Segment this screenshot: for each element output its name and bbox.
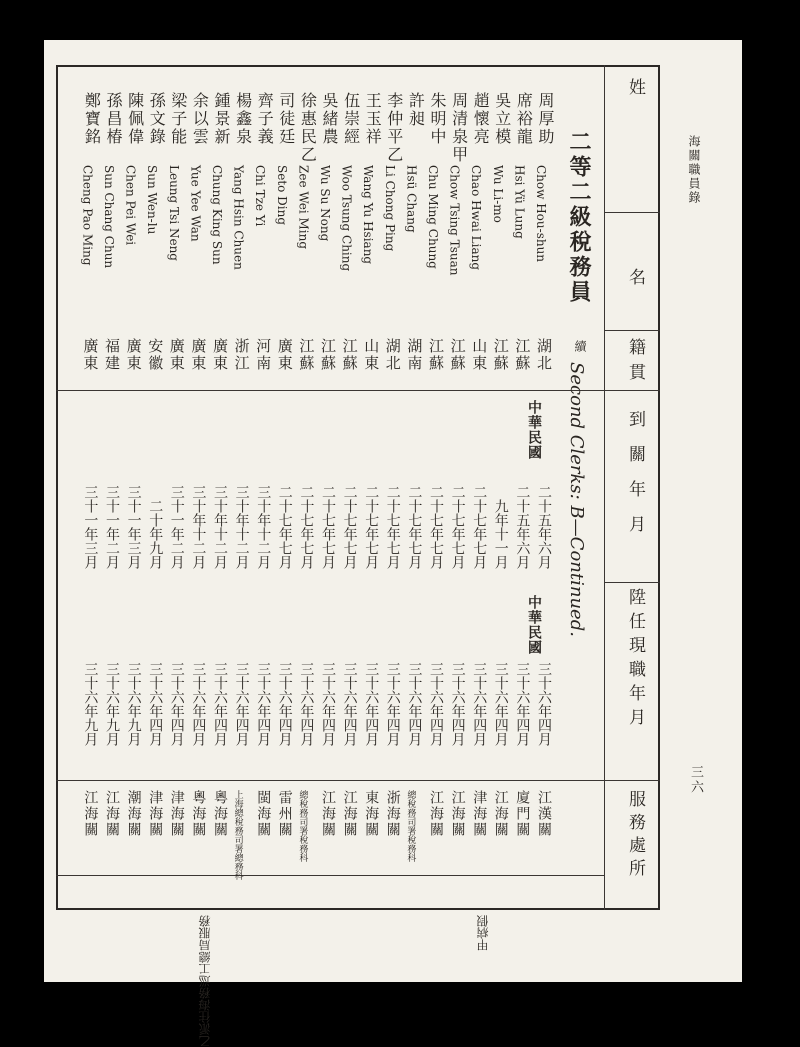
row-promotion-date: 三十六年九月 [82, 662, 99, 746]
row-arrival-date: 二十五年六月 [536, 485, 552, 569]
row-name-cn: 余以雲 [190, 92, 210, 146]
row-promotion-date: 三十六年四月 [298, 662, 315, 746]
row-name-cn: 齊子義 [255, 92, 275, 146]
row-office: 潮海關 [125, 790, 142, 838]
section-title-en: Second Clerks: B—Continued. [566, 362, 587, 637]
row-native-place: 山東 [362, 338, 381, 372]
header-arrival: 到關年月 [625, 410, 645, 550]
row-promotion-date: 三十六年四月 [276, 662, 293, 746]
row-name-en: Hsi Yü Lung [512, 165, 527, 239]
row-name-en: Chen Pei Wei [123, 165, 138, 246]
row-name-en: Yue Yee Wan [188, 165, 203, 242]
row-native-place: 浙江 [232, 338, 251, 372]
row-office: 江海關 [320, 790, 336, 838]
row-promotion-date: 三十六年四月 [320, 662, 336, 746]
row-native-place: 山東 [470, 338, 489, 372]
section-title-suffix: 續 [573, 340, 587, 354]
row-arrival-date: 二十七年七月 [449, 485, 466, 569]
row-promotion-date: 三十六年四月 [384, 662, 401, 746]
row-native-place: 廣東 [81, 338, 100, 372]
row-name-cn: 吳緒農 [320, 92, 339, 146]
row-promotion-date: 三十六年四月 [471, 662, 488, 746]
row-arrival-date: 三十一年三月 [82, 485, 99, 569]
row-name-cn: 鍾景新 [212, 92, 231, 146]
row-name-en: Sun Chang Chun [102, 165, 116, 269]
row-name-en: Li Chong Ping [382, 165, 397, 252]
row-arrival-date: 三十一年二月 [168, 485, 185, 569]
row-promotion-date: 三十六年四月 [147, 662, 164, 746]
row-name-en: Sun Wen-lu [145, 165, 160, 235]
row-promotion-date: 三十六年四月 [514, 662, 531, 746]
row-office: 總稅務司署稅務科 [405, 790, 416, 862]
row-office: 江海關 [104, 790, 120, 838]
row-office: 閩海關 [255, 790, 272, 838]
row-arrival-date: 三十一年三月 [125, 485, 142, 569]
header-native-place: 籍貫 [625, 338, 645, 388]
row-arrival-date: 二十五年六月 [514, 485, 531, 569]
row-office: 上海總稅務司署總務科 [232, 790, 243, 880]
row-name-cn: 吳立模 [492, 92, 512, 146]
row-name-cn: 孫文錄 [147, 92, 167, 146]
row-arrival-date: 三十一年二月 [104, 485, 120, 569]
row-office: 粵海關 [190, 790, 207, 838]
row-name-en: Chow Hou-shun [534, 165, 548, 263]
row-name-cn: 李仲平乙 [384, 92, 404, 164]
row-name-cn: 司徒廷 [276, 92, 296, 146]
running-header: 海關職員錄 [687, 135, 701, 205]
row-promotion-date: 三十六年四月 [449, 662, 466, 746]
promotion-era-prefix: 中華民國 [526, 595, 542, 655]
row-arrival-date: 二十年九月 [147, 499, 164, 569]
row-promotion-date: 三十六年四月 [406, 662, 423, 746]
section-title [560, 130, 596, 690]
row-name-cn: 周清泉甲 [449, 92, 469, 164]
row-promotion-date: 三十六年四月 [212, 662, 228, 746]
row-arrival-date: 二十七年七月 [341, 485, 358, 569]
row-office: 江漢關 [536, 790, 552, 838]
row-native-place: 安徽 [146, 338, 165, 372]
row-name-en: Yang Hsin Chuen [231, 165, 246, 270]
row-name-en: Seto Ding [274, 165, 289, 226]
row-arrival-date: 二十七年七月 [276, 485, 293, 569]
row-name-cn: 許昶 [406, 92, 426, 128]
row-name-en: Cheng Pao Ming [80, 165, 95, 266]
row-office: 粵海關 [212, 790, 228, 838]
section-title-cn: 二等二級稅務員 [566, 130, 592, 305]
row-promotion-date: 三十六年四月 [233, 662, 250, 746]
document-page [44, 40, 742, 1047]
row-name-en: Wang Yu Hsiang [361, 165, 376, 265]
row-name-cn: 周厚助 [536, 92, 555, 146]
row-name-cn: 孫昌椿 [104, 92, 123, 146]
footnote-seconded: 乙派往海務巡工總局服務 [198, 915, 212, 1047]
row-office: 江海關 [449, 790, 466, 838]
row-office: 總稅務司署稅務科 [297, 790, 308, 862]
row-office: 浙海關 [384, 790, 401, 838]
row-native-place: 廣東 [189, 338, 208, 372]
row-native-place: 江蘇 [491, 338, 510, 372]
row-office: 廈門關 [514, 790, 531, 838]
row-name-cn: 席裕龍 [514, 92, 534, 146]
row-arrival-date: 三十年十二月 [233, 485, 250, 569]
row-arrival-date: 二十七年七月 [471, 485, 488, 569]
row-arrival-date: 二十七年七月 [428, 485, 444, 569]
row-name-cn: 梁子能 [168, 92, 188, 146]
row-name-en: Wu Li-mo [490, 165, 505, 223]
row-native-place: 江蘇 [297, 338, 316, 372]
row-native-place: 廣東 [124, 338, 143, 372]
row-office: 津海關 [168, 790, 185, 838]
row-arrival-date: 二十七年七月 [320, 485, 336, 569]
row-name-en: Chow Tsing Tsuan [447, 165, 462, 276]
row-name-en: Chung King Sun [210, 165, 224, 265]
row-promotion-date: 三十六年四月 [492, 662, 509, 746]
row-arrival-date: 二十七年七月 [406, 485, 423, 569]
row-native-place: 江蘇 [340, 338, 359, 372]
row-name-en: Wu Su Nong [318, 165, 332, 242]
row-promotion-date: 三十六年四月 [341, 662, 358, 746]
row-name-en: Woo Tsung Ching [339, 165, 354, 272]
row-promotion-date: 三十六年九月 [125, 662, 142, 746]
row-name-en: Hsü Chang [404, 165, 419, 233]
row-arrival-date: 三十年十二月 [190, 485, 207, 569]
row-name-cn: 楊鑫泉 [233, 92, 253, 146]
row-promotion-date: 三十六年四月 [168, 662, 185, 746]
header-surname: 姓 [625, 78, 645, 97]
row-native-place: 江蘇 [513, 338, 532, 372]
row-native-place: 湖南 [405, 338, 424, 372]
row-office: 津海關 [471, 790, 488, 838]
row-office: 津海關 [147, 790, 164, 838]
row-arrival-date: 二十七年七月 [298, 485, 315, 569]
row-arrival-date: 九年十一月 [492, 499, 509, 569]
row-promotion-date: 三十六年四月 [190, 662, 207, 746]
header-name: 名 [625, 268, 645, 287]
row-native-place: 廣東 [167, 338, 186, 372]
row-name-cn: 徐惠民乙 [298, 92, 318, 164]
row-name-en: Zee Wei Ming [296, 165, 311, 249]
row-native-place: 廣東 [275, 338, 294, 372]
row-native-place: 廣東 [211, 338, 229, 372]
row-native-place: 江蘇 [427, 338, 445, 372]
row-name-en: Leung Tsi Neng [166, 165, 181, 261]
footnote-sick-leave: 甲病假 [476, 915, 490, 951]
row-name-cn: 趙懷亮 [471, 92, 491, 146]
row-promotion-date: 三十六年九月 [104, 662, 120, 746]
row-promotion-date: 三十六年四月 [255, 662, 272, 746]
row-office: 東海關 [363, 790, 380, 838]
row-name-en: Chi Tze Yi [253, 165, 268, 227]
row-name-cn: 鄭寶銘 [82, 92, 102, 146]
row-name-en: Chu Ming Chung [426, 165, 440, 269]
row-office: 江海關 [428, 790, 444, 838]
page-number: 三六 [688, 765, 703, 795]
header-office: 服務處所 [625, 790, 645, 882]
row-native-place: 河南 [254, 338, 273, 372]
row-native-place: 江蘇 [448, 338, 467, 372]
row-native-place: 湖北 [383, 338, 402, 372]
row-native-place: 湖北 [535, 338, 553, 372]
row-native-place: 福建 [103, 338, 121, 372]
row-native-place: 江蘇 [319, 338, 337, 372]
header-promotion: 陞任現職年月 [625, 588, 645, 732]
row-name-cn: 陳佩偉 [125, 92, 145, 146]
arrival-era-prefix: 中華民國 [526, 400, 542, 460]
row-office: 江海關 [82, 790, 99, 838]
row-promotion-date: 三十六年四月 [363, 662, 380, 746]
row-arrival-date: 二十七年七月 [363, 485, 380, 569]
row-arrival-date: 二十七年七月 [384, 485, 401, 569]
row-name-en: Chao Hwai Liang [469, 165, 484, 271]
row-promotion-date: 三十六年四月 [536, 662, 552, 746]
row-office: 雷州關 [276, 790, 293, 838]
row-name-cn: 伍崇經 [341, 92, 361, 146]
row-name-cn: 朱明中 [428, 92, 447, 146]
row-office: 江海關 [492, 790, 509, 838]
row-arrival-date: 三十年十二月 [212, 485, 228, 569]
row-name-cn: 王玉祥 [363, 92, 383, 146]
row-arrival-date: 三十年十二月 [255, 485, 272, 569]
row-office: 江海關 [341, 790, 358, 838]
row-promotion-date: 三十六年四月 [428, 662, 444, 746]
